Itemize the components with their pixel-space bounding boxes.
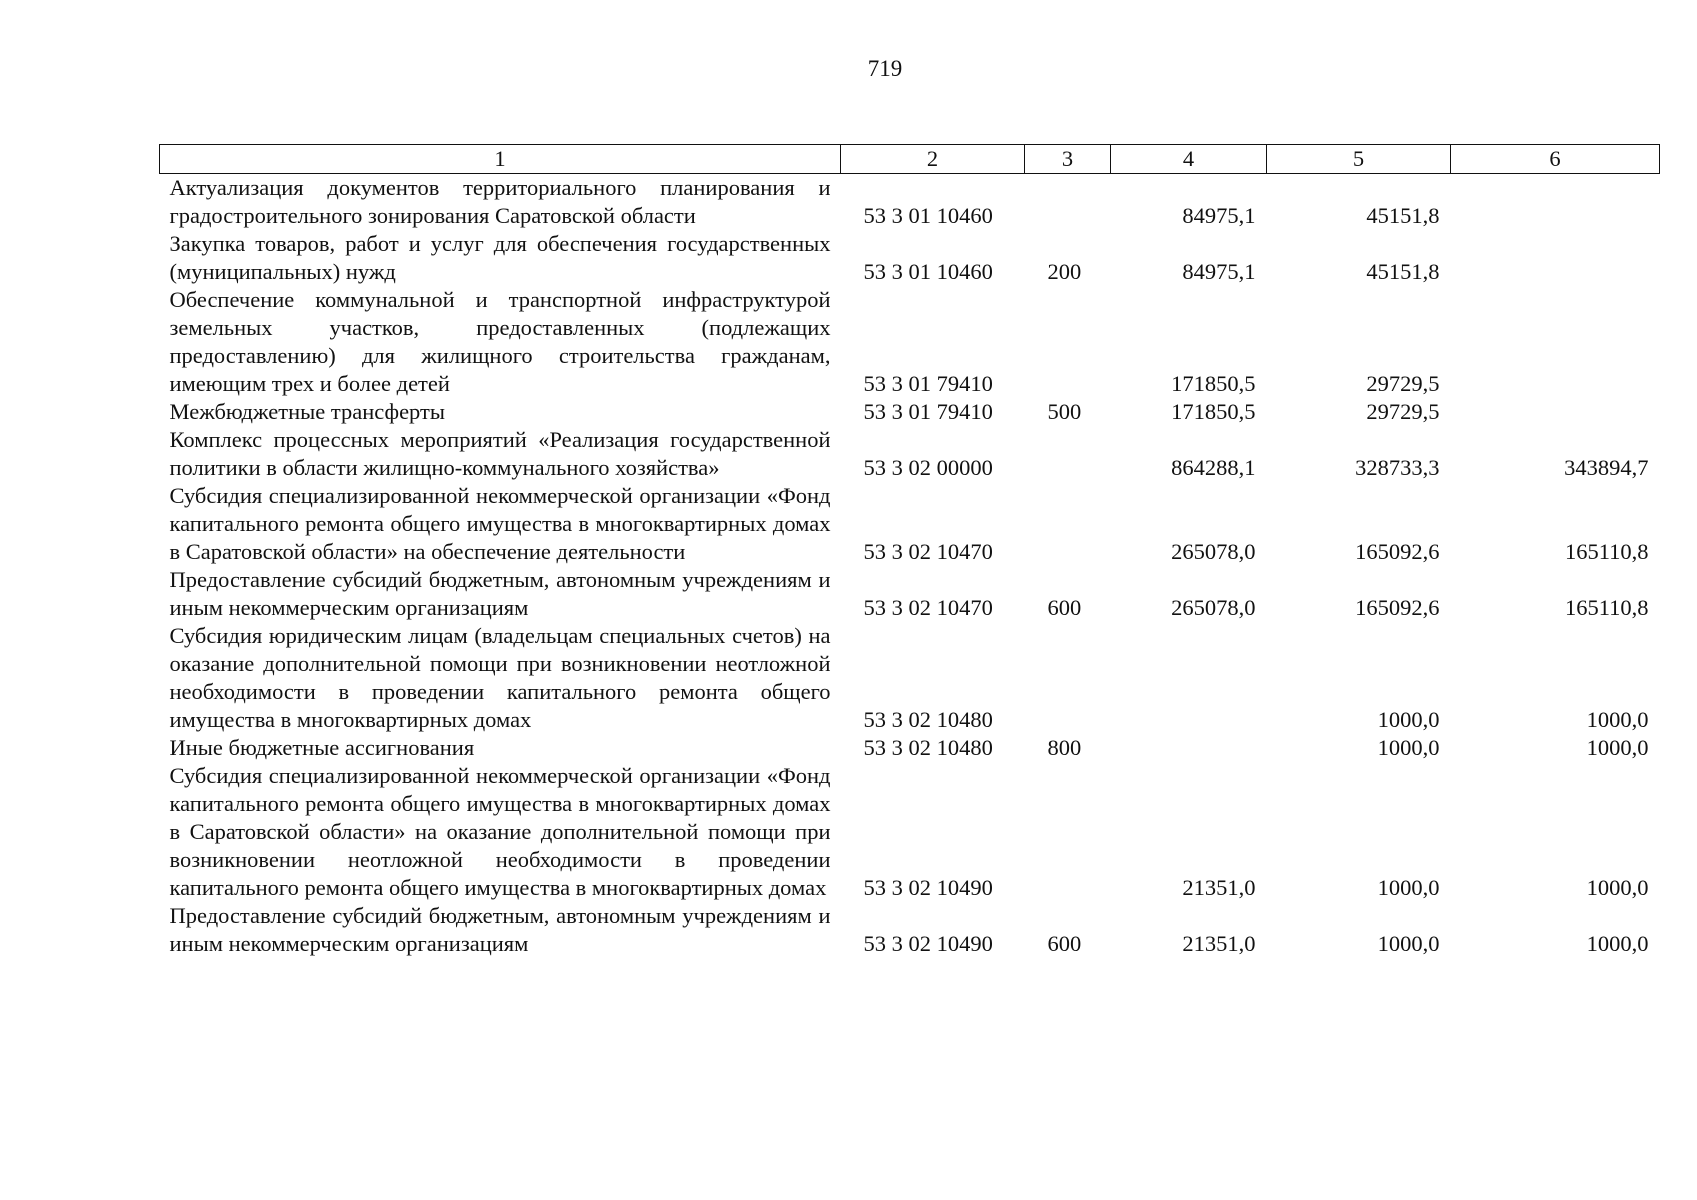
item-name: Межбюджетные трансферты — [169, 399, 445, 424]
amount-col-5: 165092,6 — [1355, 539, 1440, 564]
expense-type: 200 — [1047, 259, 1082, 284]
amount-col-4: 171850,5 — [1171, 399, 1256, 424]
item-name: Комплекс процессных мероприятий «Реализация государственной политики в области жилищно-коммунального хозяйства» — [169, 427, 831, 480]
expense-type: 600 — [1047, 931, 1082, 956]
amount-col-6 — [1451, 286, 1660, 398]
item-name: Субсидия юридическим лицам (владельцам специальных счетов) на оказание дополнительной помощи при возникновении неотложной необходимости в проведении капитального ремонта общего имущества в многоквартирных домах — [169, 623, 831, 732]
expense-type: 800 — [1047, 735, 1082, 760]
target-code: 53 3 01 10460 — [863, 203, 993, 228]
amount-col-5: 45151,8 — [1366, 203, 1440, 228]
target-code: 53 3 01 79410 — [863, 399, 993, 424]
amount-col-4: 265078,0 — [1171, 595, 1256, 620]
amount-col-4: 21351,0 — [1182, 931, 1256, 956]
target-code: 53 3 02 00000 — [863, 455, 993, 480]
amount-col-6 — [1451, 398, 1660, 426]
table-row — [160, 622, 1660, 734]
amount-col-4: 84975,1 — [1182, 259, 1256, 284]
amount-col-6 — [1451, 230, 1660, 286]
table-row — [160, 230, 1660, 286]
expense-type — [1025, 174, 1111, 231]
amount-col-5: 328733,3 — [1355, 455, 1440, 480]
expense-type: 500 — [1047, 399, 1082, 424]
amount-col-5: 1000,0 — [1377, 707, 1440, 732]
column-header-4: 4 — [1111, 145, 1267, 174]
expense-type — [1025, 622, 1111, 734]
amount-col-5: 165092,6 — [1355, 595, 1440, 620]
expense-type — [1025, 762, 1111, 902]
table-body — [160, 174, 1660, 959]
table-header — [160, 145, 1660, 174]
target-code: 53 3 02 10480 — [863, 707, 993, 732]
item-name: Актуализация документов территориального планирования и градостроительного зонирования Саратовской области — [169, 175, 831, 228]
amount-col-6: 1000,0 — [1586, 707, 1649, 732]
amount-col-6: 343894,7 — [1564, 455, 1649, 480]
amount-col-4: 171850,5 — [1171, 371, 1256, 396]
table-row — [160, 734, 1660, 762]
table-row — [160, 174, 1660, 231]
target-code: 53 3 02 10490 — [863, 875, 993, 900]
amount-col-4: 864288,1 — [1171, 455, 1256, 480]
expense-type — [1025, 286, 1111, 398]
expense-type — [1025, 426, 1111, 482]
amount-col-5: 1000,0 — [1377, 875, 1440, 900]
amount-col-4 — [1111, 622, 1267, 734]
item-name: Обеспечение коммунальной и транспортной инфраструктурой земельных участков, предоставленных (подлежащих предоставлению) для жилищного строительства гражданам, имеющим трех и более детей — [169, 287, 831, 396]
expense-type — [1025, 482, 1111, 566]
target-code: 53 3 02 10470 — [863, 539, 993, 564]
amount-col-6 — [1451, 174, 1660, 231]
column-header-6: 6 — [1451, 145, 1660, 174]
amount-col-4: 21351,0 — [1182, 875, 1256, 900]
item-name: Субсидия специализированной некоммерческой организации «Фонд капитального ремонта общего имущества в многоквартирных домах в Саратовской области» на оказание дополнительной помощи при возникновении неотложной необходимости в проведении капитального ремонта общего имущества в многоквартирных домах — [169, 763, 831, 900]
amount-col-6: 165110,8 — [1564, 595, 1649, 620]
table-row — [160, 762, 1660, 902]
target-code: 53 3 02 10480 — [863, 735, 993, 760]
amount-col-5: 29729,5 — [1366, 371, 1440, 396]
table-row — [160, 566, 1660, 622]
table-row — [160, 398, 1660, 426]
page-number: 719 — [867, 56, 903, 81]
amount-col-4: 84975,1 — [1182, 203, 1256, 228]
amount-col-5: 1000,0 — [1377, 931, 1440, 956]
table-row — [160, 426, 1660, 482]
table-row — [160, 902, 1660, 958]
amount-col-6: 1000,0 — [1586, 875, 1649, 900]
table-row — [160, 482, 1660, 566]
header-row — [160, 145, 1660, 174]
item-name: Субсидия специализированной некоммерческой организации «Фонд капитального ремонта общего имущества в многоквартирных домах в Саратовской области» на обеспечение деятельности — [169, 483, 831, 564]
item-name: Предоставление субсидий бюджетным, автономным учреждениям и иным некоммерческим организациям — [169, 567, 831, 620]
expense-type: 600 — [1047, 595, 1082, 620]
target-code: 53 3 02 10490 — [863, 931, 993, 956]
column-header-3: 3 — [1025, 145, 1111, 174]
column-header-5: 5 — [1267, 145, 1451, 174]
column-header-1: 1 — [160, 145, 841, 174]
budget-table — [159, 144, 1660, 958]
table-row — [160, 286, 1660, 398]
target-code: 53 3 02 10470 — [863, 595, 993, 620]
column-header-2: 2 — [841, 145, 1025, 174]
amount-col-5: 1000,0 — [1377, 735, 1440, 760]
amount-col-6: 1000,0 — [1586, 931, 1649, 956]
item-name: Предоставление субсидий бюджетным, автономным учреждениям и иным некоммерческим организациям — [169, 903, 831, 956]
target-code: 53 3 01 10460 — [863, 259, 993, 284]
amount-col-5: 29729,5 — [1366, 399, 1440, 424]
amount-col-6: 1000,0 — [1586, 735, 1649, 760]
item-name: Иные бюджетные ассигнования — [169, 735, 475, 760]
item-name: Закупка товаров, работ и услуг для обеспечения государственных (муниципальных) нужд — [169, 231, 831, 284]
amount-col-4 — [1111, 734, 1267, 762]
amount-col-6: 165110,8 — [1564, 539, 1649, 564]
target-code: 53 3 01 79410 — [863, 371, 993, 396]
amount-col-4: 265078,0 — [1171, 539, 1256, 564]
amount-col-5: 45151,8 — [1366, 259, 1440, 284]
